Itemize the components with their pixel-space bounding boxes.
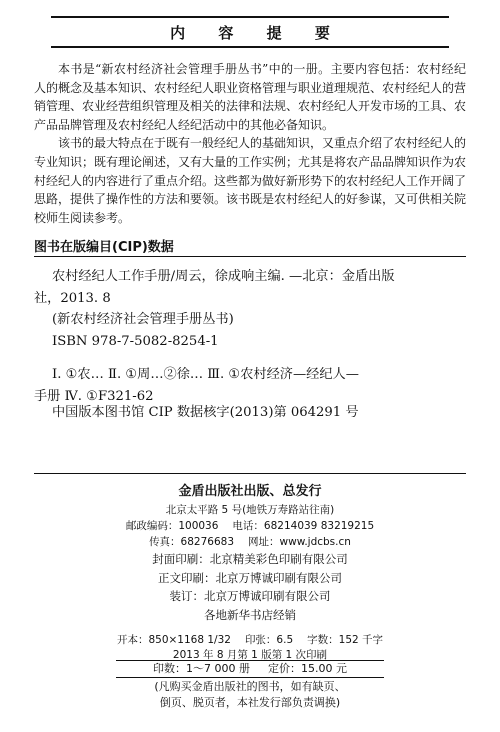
replacement-notice (0, 679, 500, 711)
notice-line-2: 倒页、脱页者，本社发行部负责调换) (159, 696, 341, 709)
publisher-address: 北京太平路 5 号(地铁万寿路站往南) (165, 504, 335, 516)
spec-sheets: 印张：6.5 (244, 634, 294, 646)
summary-paragraph-1: 本书是“新农村经济社会管理手册丛书”中的一册。主要内容包括：农村经纪人的概念及基本知识、农村经纪人职业资格管理与职业道理规范、农村经纪人的营销管理、农业经营组织管理及相关的法律和法规、农村经纪人开发市场的工具、农产品品牌管理及农村经纪人经纪活动中的其他必备知识。 (34, 62, 467, 132)
publisher-postcode: 邮政编码：100036 (125, 520, 219, 532)
print-run: 印数：1～7 000 册 (153, 662, 250, 675)
cip-divider (34, 256, 466, 257)
cover-printer: 封面印刷：北京精美彩色印刷有限公司 (152, 552, 348, 566)
publisher-website: 网址：www.jdcbs.cn (248, 536, 351, 548)
price-box (116, 660, 384, 678)
cip-record (34, 266, 466, 407)
publisher-contact-row (0, 518, 500, 534)
cip-heading: 图书在版编目(CIP)数据 (34, 240, 174, 255)
publisher-block (0, 482, 500, 624)
cip-series: (新农村经济社会管理手册丛书) (52, 312, 234, 327)
cip-subject-line-2: 手册 Ⅳ. ①F321-62 (34, 388, 154, 404)
cip-isbn: ISBN 978-7-5082-8254-1 (52, 333, 219, 349)
price: 定价：15.00 元 (268, 662, 347, 675)
cip-title-line-1: 农村经纪人工作手册/周云，徐成响主编. —北京：金盾出版 (52, 269, 395, 284)
summary-section (34, 60, 466, 227)
cip-verification: 中国版本图书馆 CIP 数据核字(2013)第 064291 号 (52, 405, 359, 420)
cip-title-line-2: 社，2013. 8 (34, 290, 111, 306)
spec-edition: 2013 年 8 月第 1 版第 1 次印刷 (172, 648, 328, 661)
summary-title: 内 容 提 要 (170, 23, 344, 42)
publisher-fax: 传真：68276683 (149, 536, 235, 548)
publisher-phone: 电话：68214039 83219215 (232, 520, 375, 532)
publisher-divider (34, 473, 466, 474)
spec-words: 字数：152 千字 (307, 634, 384, 646)
book-specs (0, 633, 500, 662)
spec-format: 开本：850×1168 1/32 (116, 634, 231, 646)
distributor: 各地新华书店经销 (204, 607, 296, 622)
summary-paragraph-2: 该书的最大特点在于既有一般经纪人的基础知识，又重点介绍了农村经纪人的专业知识；既有理论阐述，又有大量的工作实例；尤其是将农产品品牌知识作为农村经纪人的内容进行了重点介绍。这些都为做好新形势下的农村经纪人工作开阔了思路，提供了操作性的方法和要领。该书既是农村经纪人的好参谋，又可供相关院校师生阅读参考。 (34, 136, 467, 225)
summary-title-box (51, 16, 449, 48)
text-printer: 正文印刷：北京万博诚印刷有限公司 (158, 570, 342, 585)
publisher-name: 金盾出版社出版、总发行 (178, 484, 322, 499)
notice-line-1: (凡购买金盾出版社的图书，如有缺页、 (154, 680, 346, 693)
publisher-web-row (0, 534, 500, 550)
cip-subject-line-1: Ⅰ. ①农… Ⅱ. ①周…②徐… Ⅲ. ①农村经济—经纪人— (52, 367, 359, 382)
specs-row (0, 633, 500, 648)
binder: 装订：北京万博诚印刷有限公司 (169, 589, 331, 603)
